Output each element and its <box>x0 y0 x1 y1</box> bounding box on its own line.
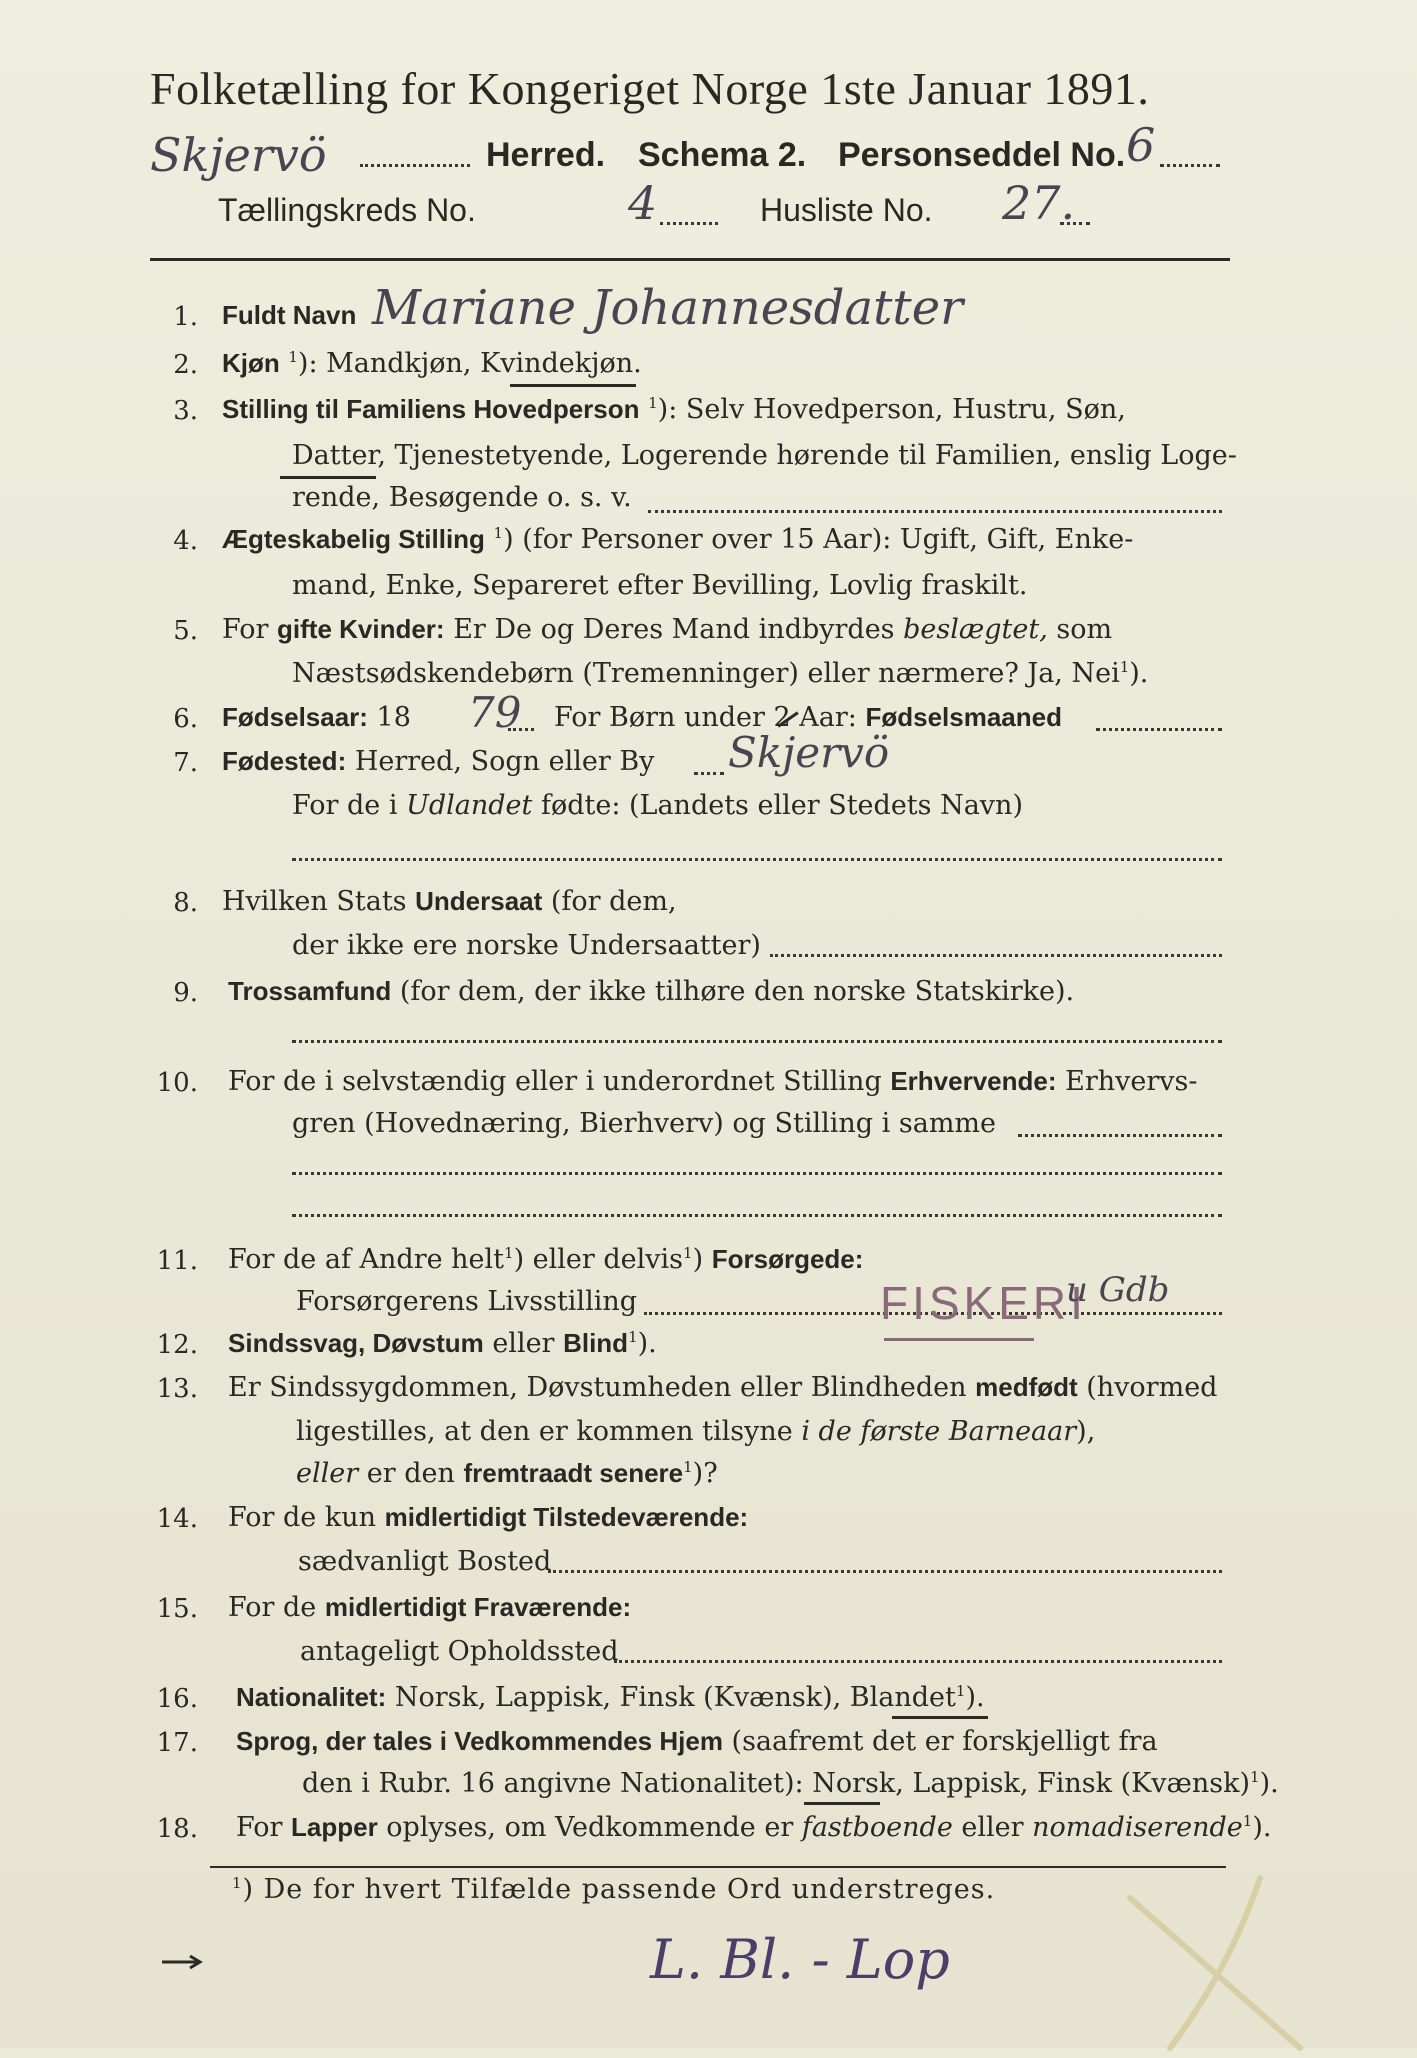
taellingskreds-label: Tællingskreds No. <box>218 192 476 228</box>
item-3-line-1: Stilling til Familiens Hovedperson $^1$): Selv Hovedperson, Hustru, Søn, <box>222 394 1126 425</box>
personseddel-label: Personseddel No. <box>838 136 1126 174</box>
personseddel-dots <box>1160 164 1220 167</box>
item-4-line-2: mand, Enke, Separeret efter Bevilling, Lovlig fraskilt. <box>292 570 1028 601</box>
item-14-dots <box>548 1570 1222 1573</box>
underline-norsk <box>804 1802 880 1805</box>
item-number: 9. <box>173 978 198 1008</box>
full-name-value: Mariane Johannesdatter <box>372 280 964 336</box>
schema-label: Schema 2. <box>638 136 807 174</box>
item-3-line-2: Datter, Tjenestetyende, Logerende hørende til Familien, enslig Loge- <box>292 440 1237 471</box>
item-number: 2. <box>173 350 198 380</box>
husliste-label: Husliste No. <box>760 192 933 228</box>
birth-month-dots <box>1096 728 1222 731</box>
item-number: 10. <box>156 1068 198 1098</box>
item-7-dots <box>292 858 1222 861</box>
x-mark-icon <box>1110 1858 1310 2058</box>
item-8-line-1: Hvilken Stats Undersaat (for dem, <box>222 886 677 917</box>
item-13-line-3: eller er den fremtraadt senere$^1$)? <box>296 1458 718 1489</box>
item-18-line: For Lapper oplyses, om Vedkommende er fastboende eller nomadiserende$^1$). <box>236 1812 1272 1843</box>
item-17-line-1: Sprog, der tales i Vedkommendes Hjem (saafremt det er forskjelligt fra <box>236 1726 1158 1757</box>
item-number: 18. <box>156 1814 198 1844</box>
birthplace-value: Skjervö <box>728 728 890 777</box>
underline-kvindekjon <box>510 384 636 387</box>
item-15-dots <box>614 1660 1222 1663</box>
item-number: 17. <box>156 1728 198 1758</box>
item-10-dots-3 <box>292 1214 1222 1217</box>
taellingskreds-dots <box>660 222 718 225</box>
item-9-line: Trossamfund (for dem, der ikke tilhøre den norske Statskirke). <box>228 976 1075 1007</box>
item-5-line-1: For gifte Kvinder: Er De og Deres Mand indbyrdes beslægtet, som <box>222 614 1113 645</box>
birth-year-value: 79 <box>468 688 522 737</box>
item-number: 16. <box>156 1684 198 1714</box>
personseddel-value: 6 <box>1126 118 1156 172</box>
birth-year-dots <box>508 728 534 731</box>
item-number: 5. <box>173 616 198 646</box>
footnote-rule <box>210 1866 1226 1868</box>
husliste-dots <box>1060 222 1090 225</box>
herred-value: Skjervö <box>150 128 327 182</box>
item-13-line-1: Er Sindssygdommen, Døvstumheden eller Blindheden medfødt (hvormed <box>228 1372 1218 1403</box>
item-10-dots-2 <box>292 1172 1222 1175</box>
item-8-dots <box>770 954 1222 957</box>
item-4-line-1: Ægteskabelig Stilling $^1$) (for Personer over 15 Aar): Ugift, Gift, Enke- <box>222 524 1134 555</box>
item-9-dots <box>292 1040 1222 1043</box>
item-17-line-2: den i Rubr. 16 angivne Nationalitet): Norsk, Lappisk, Finsk (Kvænsk)$^1$). <box>302 1768 1279 1799</box>
item-11-line-1: For de af Andre helt$^1$) eller delvis$^1$) Forsørgede: <box>228 1244 864 1275</box>
item-number: 7. <box>173 748 198 778</box>
item-14-line-1: For de kun midlertidigt Tilstedeværende: <box>228 1502 749 1533</box>
item-number: 15. <box>156 1594 198 1624</box>
item-number: 6. <box>173 704 198 734</box>
item-number: 13. <box>156 1374 198 1404</box>
item-5-line-2: Næstsødskendebørn (Tremenninger) eller nærmere? Ja, Nei$^1$). <box>292 658 1149 689</box>
taellingskreds-value: 4 <box>628 176 658 230</box>
form-title: Folketælling for Kongeriget Norge 1ste Januar 1891. <box>150 63 1150 114</box>
item-number: 4. <box>173 526 198 556</box>
header-rule <box>150 258 1230 261</box>
item-number: 12. <box>156 1330 198 1360</box>
item-8-line-2: der ikke ere norske Undersaatter) <box>292 930 761 961</box>
husliste-value: 27. <box>1002 176 1076 230</box>
occupation-value: u Gdb <box>1066 1270 1170 1310</box>
item-15-line-2: antageligt Opholdssted <box>300 1636 619 1667</box>
item-6-line-b: For Børn under 2 Aar: Fødselsmaaned <box>554 702 1062 733</box>
arrow-mark-icon <box>160 1952 210 1972</box>
herred-label: Herred. <box>486 136 606 174</box>
item-number: 8. <box>173 888 198 918</box>
item-7-line-2: For de i Udlandet fødte: (Landets eller Stedets Navn) <box>292 790 1023 821</box>
item-10-line-2: gren (Hovednæring, Bierhverv) og Stilling i samme <box>292 1108 997 1139</box>
item-10-line-1: For de i selvstændig eller i underordnet Stilling Erhvervende: Erhvervs- <box>228 1066 1198 1097</box>
item-2-line: Kjøn $^1$): Mandkjøn, Kvindekjøn. <box>222 348 642 379</box>
item-14-line-2: sædvanligt Bosted <box>298 1546 552 1577</box>
signature: L. Bl. - Lop <box>650 1928 950 1991</box>
item-7-line-1: Fødested: Herred, Sogn eller By <box>222 746 655 777</box>
stamp-underline <box>884 1338 1034 1341</box>
occupation-stamp: FISKERI <box>880 1277 1087 1329</box>
item-number: 11. <box>156 1246 198 1276</box>
herred-dots <box>360 164 470 167</box>
item-11-line-2: Forsørgerens Livsstilling <box>296 1286 638 1317</box>
item-16-line: Nationalitet: Norsk, Lappisk, Finsk (Kvænsk), Blandet$^1$). <box>236 1682 985 1713</box>
item-number: 1. <box>173 302 198 332</box>
item-number: 3. <box>173 396 198 426</box>
item-number: 14. <box>156 1504 198 1534</box>
underline-datter <box>280 476 376 479</box>
item-15-line-1: For de midlertidigt Fraværende: <box>228 1592 632 1623</box>
item-13-line-2: ligestilles, at den er kommen tilsyne i de første Barneaar), <box>296 1416 1096 1447</box>
item-6-line: Fødselsaar: 18 <box>222 702 411 733</box>
item-3-dots <box>648 510 1222 513</box>
item-12-line: Sindssvag, Døvstum eller Blind$^1$). <box>228 1328 657 1359</box>
birthplace-dots <box>694 772 724 775</box>
item-10-dots-1 <box>1018 1134 1222 1137</box>
underline-blandet <box>892 1716 988 1719</box>
item-3-line-3: rende, Besøgende o. s. v. <box>292 482 632 513</box>
footnote: $^1$) De for hvert Tilfælde passende Ord understreges. <box>232 1874 996 1905</box>
item-1-line: Fuldt Navn <box>222 300 357 330</box>
